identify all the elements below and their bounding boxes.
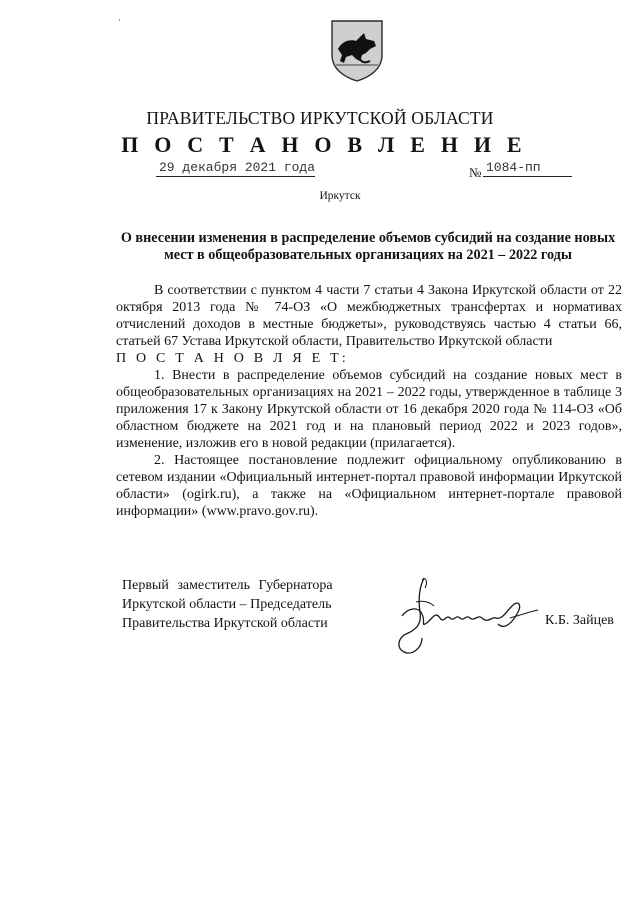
city: Иркутск [319,190,361,202]
position-line-1: Первый заместитель Губернатора [122,578,333,593]
government-name: ПРАВИТЕЛЬСТВО ИРКУТСКОЙ ОБЛАСТИ [146,108,494,128]
document-number: 1084-пп [483,160,572,177]
signatory-position [122,576,362,633]
coat-of-arms-icon [330,19,384,83]
resolves-heading: П О С Т А Н О В Л Я Е Т: [116,351,349,366]
scan-speck [119,19,120,21]
handwritten-signature [392,572,542,662]
item-2-paragraph: 2. Настоящее постановление подлежит официальному опубликованию в сетевом издании «Официальный интернет-портал правовой информации Иркутской области» (ogirk.ru), а также на «Официальном интернет-портале правовой информации» (www.pravo.gov.ru). [116,453,622,519]
number-sign: № [469,165,482,180]
document-date: 29 декабря 2021 года [156,160,315,177]
item-1-paragraph: 1. Внести в распределение объемов субсидий на создание новых мест в общеобразовательных организациях на 2021 – 2022 годы, утвержденное в таблице 3 приложения 17 к Закону Иркутской области от 16 декабря 2020 года № 114-ОЗ «Об областном бюджете на 2021 год и на плановый период 2022 и 2023 годов», изменение, изложив его в новой редакции (прилагается). [116,368,622,451]
position-line-3: Правительства Иркутской области [122,616,328,631]
position-line-2: Иркутской области – Председатель [122,597,332,612]
document-type: П О С Т А Н О В Л Е Н И Е [121,132,527,157]
signatory-name: К.Б. Зайцев [545,613,614,628]
document-body [116,282,622,520]
preamble-paragraph: В соответствии с пунктом 4 части 7 статьи 4 Закона Иркутской области от 22 октября 2013 года № 74-ОЗ «О межбюджетных трансфертах и нормативах отчислений доходов в местные бюджеты», руководствуясь частью 4 статьи 66, статьей 67 Устава Иркутской области, Правительство Иркутской области [116,283,622,349]
document-title: О внесении изменения в распределение объемов субсидий на создание новых мест в общеобразовательных организациях на 2021 – 2022 годы [120,230,616,263]
